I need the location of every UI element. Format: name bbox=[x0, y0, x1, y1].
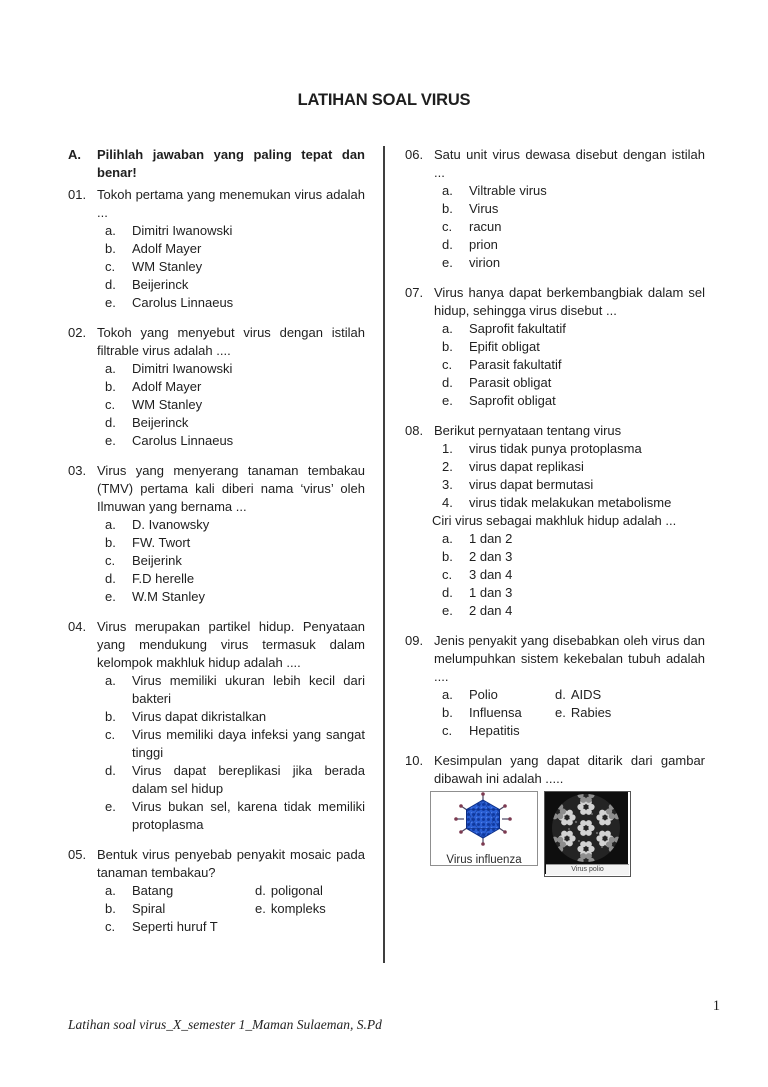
question-number: 10. bbox=[405, 753, 424, 768]
answer-option: c. Beijerink bbox=[105, 553, 182, 568]
answer-options bbox=[105, 672, 365, 834]
answer-option-row bbox=[105, 882, 365, 900]
statement-list bbox=[442, 440, 705, 512]
question-06 bbox=[405, 146, 705, 272]
answer-option: e. Carolus Linnaeus bbox=[105, 433, 234, 448]
polio-virus-label: Virus polio bbox=[546, 864, 629, 875]
answer-option: e. Rabies bbox=[555, 705, 612, 720]
question-03 bbox=[68, 462, 365, 606]
answer-options bbox=[105, 360, 365, 450]
answer-option: b. Virus bbox=[442, 201, 499, 216]
polio-virus-icon bbox=[545, 792, 628, 874]
question-text: Berikut pernyataan tentang virus bbox=[434, 423, 622, 438]
question-number: 02. bbox=[68, 325, 87, 340]
footer-text: Latihan soal virus_X_semester 1_Maman Sulaeman, S.Pd bbox=[68, 1017, 382, 1032]
statement: 2. virus dapat replikasi bbox=[442, 459, 584, 474]
answer-options bbox=[105, 222, 365, 312]
answer-option: e. 2 dan 4 bbox=[442, 603, 513, 618]
question-number: 05. bbox=[68, 847, 87, 862]
answer-option: b. Virus dapat dikristalkan bbox=[105, 709, 267, 724]
question-09 bbox=[405, 632, 705, 740]
question-10 bbox=[405, 752, 705, 877]
answer-option: e. virion bbox=[442, 255, 501, 270]
question-text: Virus yang menyerang tanaman tembakau (TMV) pertama kali diberi nama ‘virus’ oleh Ilmuwan yang bernama ... bbox=[97, 463, 365, 514]
section-label: A. bbox=[68, 147, 81, 162]
answer-option: a. D. Ivanowsky bbox=[105, 517, 210, 532]
question-07 bbox=[405, 284, 705, 410]
influenza-virus-icon bbox=[431, 792, 537, 848]
answer-option: e. Saprofit obligat bbox=[442, 393, 556, 408]
answer-option: a. Virus memiliki ukuran lebih kecil dari bakteri bbox=[105, 673, 365, 706]
question-02 bbox=[68, 324, 365, 450]
answer-option: a. Polio bbox=[442, 687, 498, 702]
question-text: Tokoh yang menyebut virus dengan istilah filtrable virus adalah .... bbox=[97, 325, 365, 358]
answer-option: d. AIDS bbox=[555, 687, 602, 702]
answer-option: d. Beijerinck bbox=[105, 415, 189, 430]
question-number: 01. bbox=[68, 187, 87, 202]
question-08 bbox=[405, 422, 705, 620]
question-number: 06. bbox=[405, 147, 424, 162]
statement: 1. virus tidak punya protoplasma bbox=[442, 441, 642, 456]
answer-option: d. 1 dan 3 bbox=[442, 585, 513, 600]
question-04 bbox=[68, 618, 365, 834]
answer-option: e. kompleks bbox=[255, 901, 326, 916]
answer-options bbox=[442, 182, 705, 272]
answer-option: c. WM Stanley bbox=[105, 259, 203, 274]
influenza-virus-image bbox=[430, 791, 538, 866]
answer-option: d. Virus dapat bereplikasi jika berada dalam sel hidup bbox=[105, 763, 365, 796]
question-text: Virus merupakan partikel hidup. Penyataan yang mendukung virus termasuk dalam kelompok makhluk hidup adalah .... bbox=[97, 619, 365, 670]
answer-option: c. racun bbox=[442, 219, 502, 234]
answer-option: a. Dimitri Iwanowski bbox=[105, 223, 233, 238]
answer-option: b. Spiral bbox=[105, 901, 166, 916]
answer-option: a. Saprofit fakultatif bbox=[442, 321, 566, 336]
answer-option: d. Beijerinck bbox=[105, 277, 189, 292]
question-number: 07. bbox=[405, 285, 424, 300]
answer-options bbox=[442, 530, 705, 620]
question-number: 03. bbox=[68, 463, 87, 478]
answer-options bbox=[442, 320, 705, 410]
question-number: 09. bbox=[405, 633, 424, 648]
right-column bbox=[405, 146, 705, 889]
question-images bbox=[430, 791, 705, 877]
question-text: Satu unit virus dewasa disebut dengan istilah ... bbox=[434, 147, 705, 180]
answer-option: b. Adolf Mayer bbox=[105, 379, 202, 394]
answer-option: a. Batang bbox=[105, 883, 174, 898]
answer-option: d. Parasit obligat bbox=[442, 375, 552, 390]
answer-option-row bbox=[442, 686, 705, 704]
answer-option: c. 3 dan 4 bbox=[442, 567, 513, 582]
answer-option: c. Virus memiliki daya infeksi yang sangat tinggi bbox=[105, 727, 365, 760]
answer-option-row bbox=[105, 900, 365, 918]
answer-option: b. FW. Twort bbox=[105, 535, 191, 550]
answer-option: b. Adolf Mayer bbox=[105, 241, 202, 256]
answer-option: b. Influensa bbox=[442, 705, 522, 720]
answer-option: b. Epifit obligat bbox=[442, 339, 540, 354]
question-01 bbox=[68, 186, 365, 312]
question-text: Jenis penyakit yang disebabkan oleh virus dan melumpuhkan sistem kekebalan tubuh adalah .... bbox=[434, 633, 705, 684]
question-text: Bentuk virus penyebab penyakit mosaic pada tanaman tembakau? bbox=[97, 847, 365, 880]
answer-option: e. W.M Stanley bbox=[105, 589, 205, 604]
answer-options bbox=[105, 882, 365, 936]
statement: 3. virus dapat bermutasi bbox=[442, 477, 594, 492]
answer-option: c. WM Stanley bbox=[105, 397, 203, 412]
answer-option: d. poligonal bbox=[255, 883, 323, 898]
polio-virus-image bbox=[544, 791, 631, 877]
answer-option: c. Hepatitis bbox=[442, 723, 520, 738]
answer-options bbox=[105, 516, 365, 606]
question-number: 08. bbox=[405, 423, 424, 438]
answer-option: a. Viltrable virus bbox=[442, 183, 547, 198]
question-text: Virus hanya dapat berkembangbiak dalam sel hidup, sehingga virus disebut ... bbox=[434, 285, 705, 318]
answer-option: e. Virus bukan sel, karena tidak memiliki protoplasma bbox=[105, 799, 365, 832]
answer-options bbox=[442, 686, 705, 740]
answer-option: e. Carolus Linnaeus bbox=[105, 295, 234, 310]
question-number: 04. bbox=[68, 619, 87, 634]
section-instruction: Pilihlah jawaban yang paling tepat dan benar! bbox=[97, 147, 365, 180]
question-subtext: Ciri virus sebagai makhluk hidup adalah ... bbox=[432, 513, 677, 528]
question-text: Kesimpulan yang dapat ditarik dari gambar dibawah ini adalah ..... bbox=[434, 753, 705, 786]
answer-option: d. prion bbox=[442, 237, 498, 252]
section-a-heading bbox=[68, 146, 365, 182]
answer-option: d. F.D herelle bbox=[105, 571, 195, 586]
answer-option: c. Parasit fakultatif bbox=[442, 357, 562, 372]
question-05 bbox=[68, 846, 365, 936]
answer-option-row bbox=[442, 704, 705, 722]
answer-option: a. Dimitri Iwanowski bbox=[105, 361, 233, 376]
answer-option: c. Seperti huruf T bbox=[105, 919, 218, 934]
answer-option: a. 1 dan 2 bbox=[442, 531, 513, 546]
page-title: LATIHAN SOAL VIRUS bbox=[297, 91, 471, 109]
question-text: Tokoh pertama yang menemukan virus adalah ... bbox=[97, 187, 365, 220]
answer-option: b. 2 dan 3 bbox=[442, 549, 513, 564]
page-number: 1 bbox=[712, 998, 720, 1014]
influenza-virus-label: Virus influenza bbox=[446, 854, 522, 866]
statement: 4. virus tidak melakukan metabolisme bbox=[442, 495, 672, 510]
column-divider bbox=[383, 146, 385, 963]
left-column bbox=[68, 146, 365, 948]
